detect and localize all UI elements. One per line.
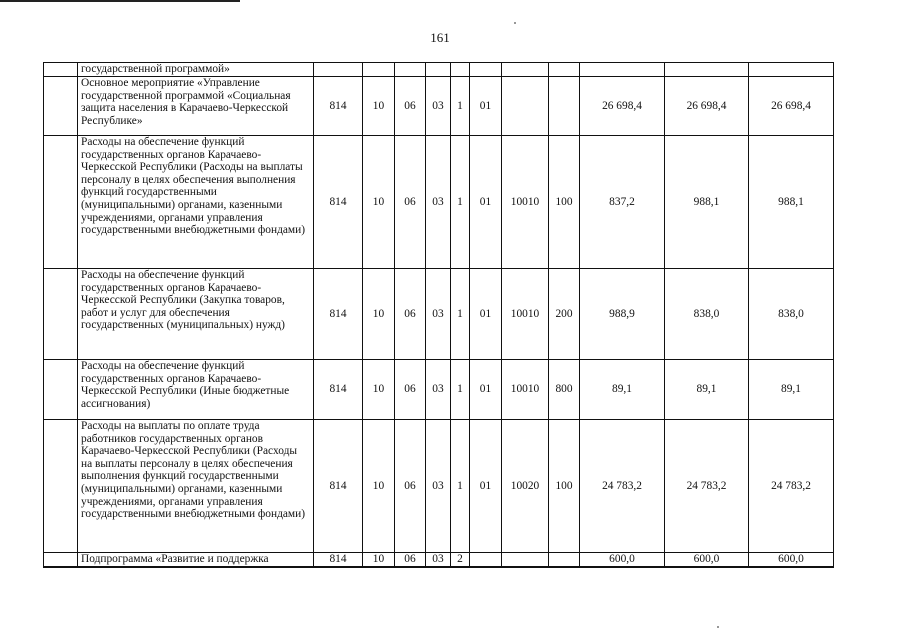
amount-year-2-cell: 26 698,4 <box>665 77 749 136</box>
item-name-cell: Расходы на обеспечение функций государственных органов Карачаево-Черкесской Республики (Закупка товаров, работ и услуг для обеспечения государственных (муниципальных) нужд) <box>78 269 314 360</box>
admin-code-cell: 814 <box>314 269 363 360</box>
amount-year-3-cell <box>749 63 834 77</box>
item-name-cell: Расходы на обеспечение функций государственных органов Карачаево-Черкесской Республики (Расходы на выплаты персоналу в целях обеспечения выполнения функций государственными (муниципальными) органами, казенными учреждениями, органами управления государственными внебюджетными фондами) <box>78 136 314 269</box>
section-cell: 10 <box>363 269 395 360</box>
row-number-cell <box>44 360 78 420</box>
row-number-cell <box>44 136 78 269</box>
row-number-cell <box>44 420 78 553</box>
amount-year-1-cell: 89,1 <box>580 360 665 420</box>
event-cell <box>470 63 502 77</box>
table-row <box>44 360 834 420</box>
section-cell: 10 <box>363 553 395 567</box>
item-name-cell: Подпрограмма «Развитие и поддержка <box>78 553 314 567</box>
amount-year-1-cell: 24 783,2 <box>580 420 665 553</box>
amount-year-3-cell: 838,0 <box>749 269 834 360</box>
event-cell <box>470 553 502 567</box>
row-number-cell <box>44 77 78 136</box>
table-row <box>44 136 834 269</box>
target-item-cell <box>502 63 549 77</box>
amount-year-2-cell <box>665 63 749 77</box>
amount-year-1-cell: 600,0 <box>580 553 665 567</box>
subsection-cell <box>395 63 426 77</box>
table-row <box>44 63 834 77</box>
top-edge-rule <box>0 0 240 2</box>
subsection-cell: 06 <box>395 360 426 420</box>
subprogram-cell: 1 <box>451 269 470 360</box>
subprogram-cell: 1 <box>451 136 470 269</box>
amount-year-3-cell: 89,1 <box>749 360 834 420</box>
subprogram-cell: 2 <box>451 553 470 567</box>
section-cell: 10 <box>363 360 395 420</box>
page-number: 161 <box>430 30 450 45</box>
amount-year-1-cell: 837,2 <box>580 136 665 269</box>
amount-year-2-cell: 600,0 <box>665 553 749 567</box>
amount-year-2-cell: 24 783,2 <box>665 420 749 553</box>
table-row <box>44 553 834 567</box>
target-item-cell: 10010 <box>502 136 549 269</box>
section-cell: 10 <box>363 136 395 269</box>
subprogram-cell: 1 <box>451 77 470 136</box>
subprogram-cell <box>451 63 470 77</box>
program-cell: 03 <box>426 553 451 567</box>
table-row <box>44 420 834 553</box>
admin-code-cell: 814 <box>314 420 363 553</box>
subprogram-cell: 1 <box>451 420 470 553</box>
amount-year-3-cell: 24 783,2 <box>749 420 834 553</box>
admin-code-cell: 814 <box>314 553 363 567</box>
expense-type-cell: 100 <box>549 420 580 553</box>
scan-speck <box>514 22 516 24</box>
amount-year-3-cell: 988,1 <box>749 136 834 269</box>
expense-type-cell <box>549 553 580 567</box>
expense-type-cell: 100 <box>549 136 580 269</box>
row-number-cell <box>44 553 78 567</box>
program-cell: 03 <box>426 420 451 553</box>
scan-speck <box>717 626 719 628</box>
amount-year-3-cell: 600,0 <box>749 553 834 567</box>
target-item-cell <box>502 77 549 136</box>
subsection-cell: 06 <box>395 553 426 567</box>
admin-code-cell: 814 <box>314 360 363 420</box>
target-item-cell: 10010 <box>502 360 549 420</box>
event-cell: 01 <box>470 136 502 269</box>
target-item-cell: 10010 <box>502 269 549 360</box>
expense-type-cell: 800 <box>549 360 580 420</box>
amount-year-2-cell: 838,0 <box>665 269 749 360</box>
table-body <box>44 63 834 567</box>
admin-code-cell <box>314 63 363 77</box>
table-row <box>44 269 834 360</box>
admin-code-cell: 814 <box>314 136 363 269</box>
admin-code-cell: 814 <box>314 77 363 136</box>
subsection-cell: 06 <box>395 269 426 360</box>
program-cell: 03 <box>426 269 451 360</box>
amount-year-2-cell: 988,1 <box>665 136 749 269</box>
event-cell: 01 <box>470 269 502 360</box>
amount-year-1-cell <box>580 63 665 77</box>
section-cell: 10 <box>363 77 395 136</box>
event-cell: 01 <box>470 77 502 136</box>
amount-year-1-cell: 988,9 <box>580 269 665 360</box>
expense-type-cell <box>549 77 580 136</box>
program-cell: 03 <box>426 77 451 136</box>
item-name-cell: Расходы на выплаты по оплате труда работников государственных органов Карачаево-Черкесской Республики (Расходы на выплаты персоналу в целях обеспечения выполнения функций государственными (муниципальными) органами, казенными учреждениями, органами управления государственными внебюджетными фондами) <box>78 420 314 553</box>
amount-year-1-cell: 26 698,4 <box>580 77 665 136</box>
event-cell: 01 <box>470 360 502 420</box>
item-name-cell: государственной программой» <box>78 63 314 77</box>
amount-year-3-cell: 26 698,4 <box>749 77 834 136</box>
target-item-cell: 10020 <box>502 420 549 553</box>
target-item-cell <box>502 553 549 567</box>
subsection-cell: 06 <box>395 420 426 553</box>
row-number-cell <box>44 63 78 77</box>
amount-year-2-cell: 89,1 <box>665 360 749 420</box>
item-name-cell: Основное мероприятие «Управление государственной программой «Социальная защита населения в Карачаево-Черкесской Республике» <box>78 77 314 136</box>
expense-type-cell: 200 <box>549 269 580 360</box>
table-row <box>44 77 834 136</box>
program-cell <box>426 63 451 77</box>
subprogram-cell: 1 <box>451 360 470 420</box>
program-cell: 03 <box>426 360 451 420</box>
section-cell: 10 <box>363 420 395 553</box>
expense-type-cell <box>549 63 580 77</box>
budget-table <box>43 62 834 568</box>
subsection-cell: 06 <box>395 77 426 136</box>
subsection-cell: 06 <box>395 136 426 269</box>
program-cell: 03 <box>426 136 451 269</box>
event-cell: 01 <box>470 420 502 553</box>
item-name-cell: Расходы на обеспечение функций государственных органов Карачаево-Черкесской Республики (Иные бюджетные ассигнования) <box>78 360 314 420</box>
row-number-cell <box>44 269 78 360</box>
section-cell <box>363 63 395 77</box>
